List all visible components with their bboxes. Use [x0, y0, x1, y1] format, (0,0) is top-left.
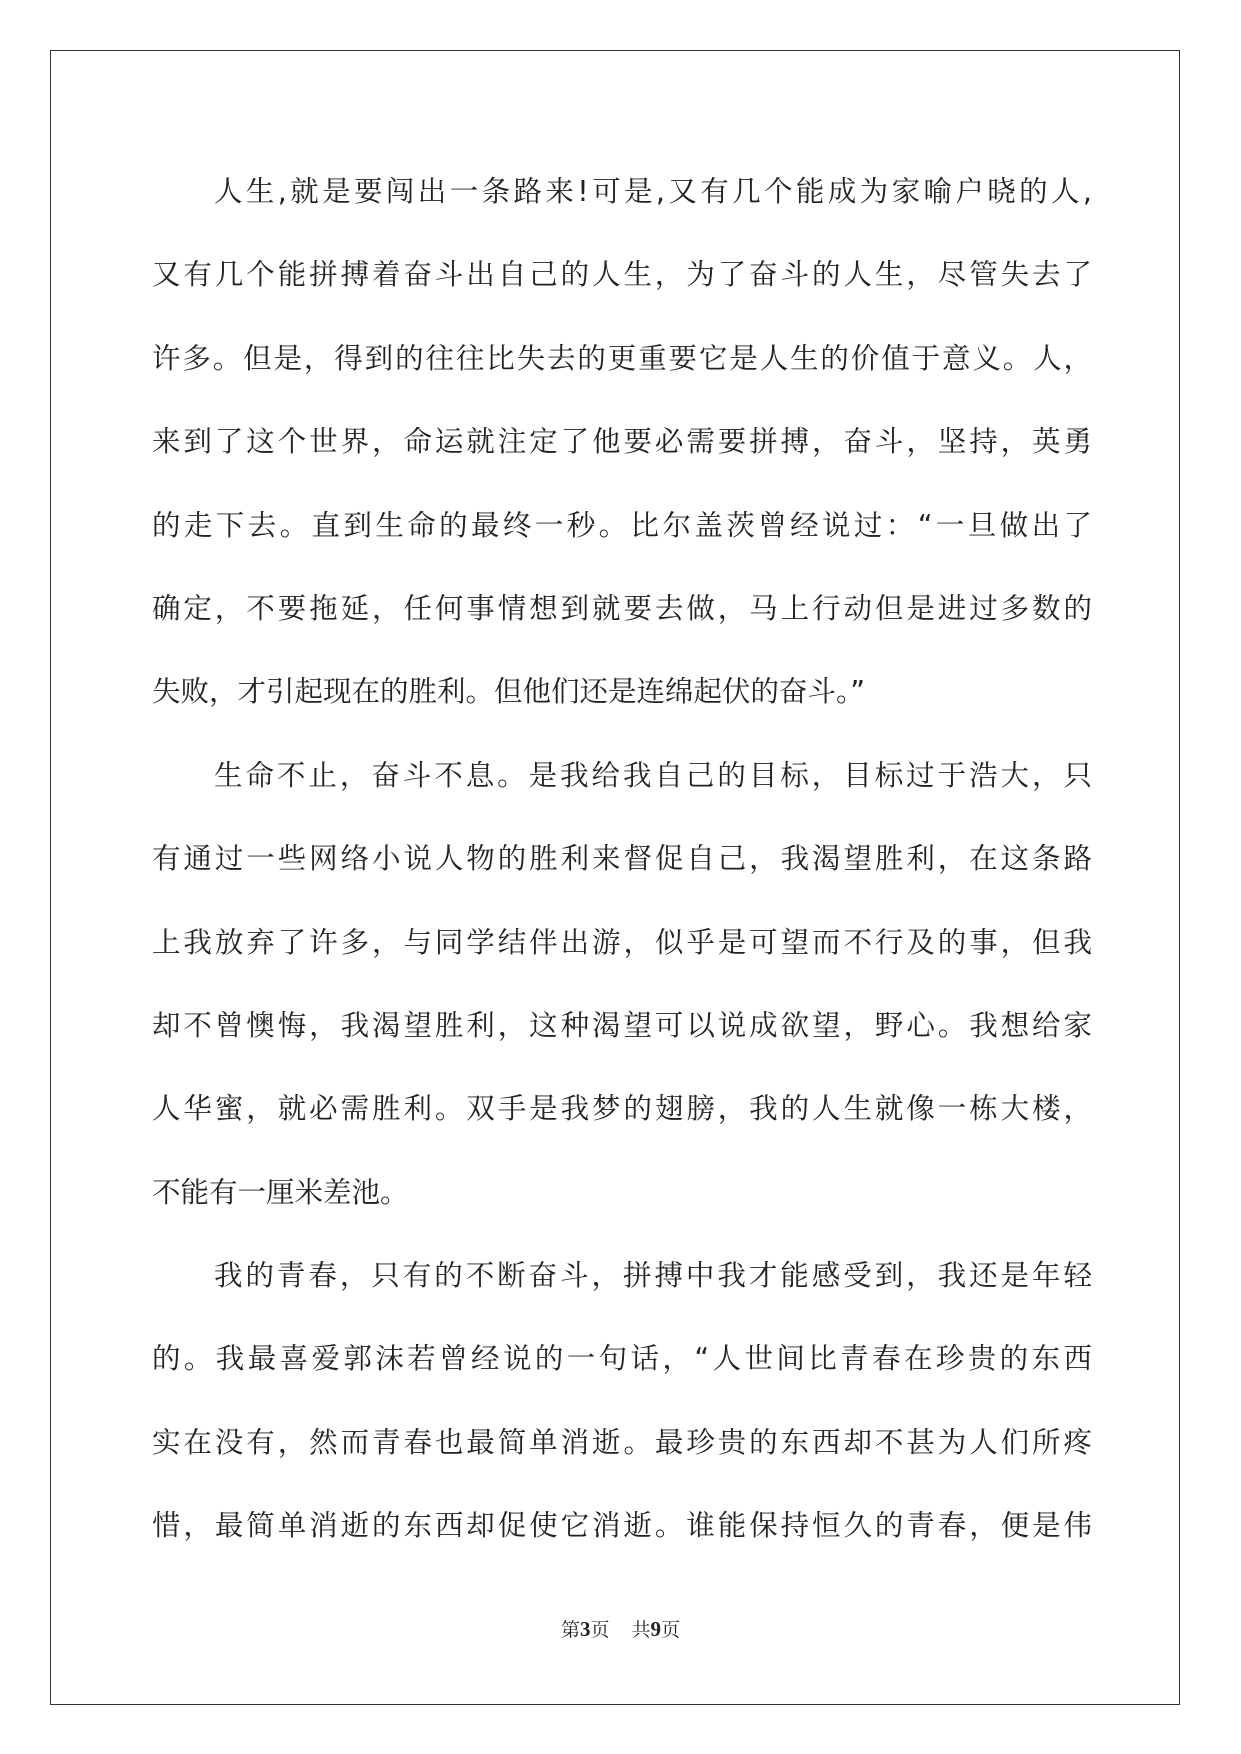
page-prefix: 第 — [560, 1619, 580, 1641]
paragraph-1-line-4: 来到了这个世界，命运就注定了他要必需要拼搏，奋斗，坚持，英勇 — [152, 425, 1092, 459]
page-suffix: 页 — [590, 1619, 610, 1641]
paragraph-3-line-2: 的。我最喜爱郭沫若曾经说的一句话，“人世间比青春在珍贵的东西 — [152, 1342, 1092, 1376]
paragraph-1-line-7: 失败，才引起现在的胜利。但他们还是连绵起伏的奋斗。” — [152, 675, 866, 709]
paragraph-1-line-2: 又有几个能拼搏着奋斗出自己的人生，为了奋斗的人生，尽管失去了 — [152, 258, 1092, 292]
paragraph-2-line-5: 人华蜜，就必需胜利。双手是我梦的翅膀，我的人生就像一栋大楼， — [152, 1092, 1092, 1126]
paragraph-2-line-4: 却不曾懊悔，我渴望胜利，这种渴望可以说成欲望，野心。我想给家 — [152, 1008, 1092, 1042]
page-total-number: 9 — [650, 1617, 662, 1641]
paragraph-1-line-1: 人生,就是要闯出一条路来!可是,又有几个能成为家喻户晓的人, — [214, 175, 1092, 208]
paragraph-2-line-3: 上我放弃了许多，与同学结伴出游，似乎是可望而不行及的事，但我 — [152, 925, 1092, 959]
total-suffix: 页 — [661, 1619, 681, 1641]
paragraph-2-line-2: 有通过一些网络小说人物的胜利来督促自己，我渴望胜利，在这条路 — [152, 842, 1092, 876]
paragraph-1-line-5: 的走下去。直到生命的最终一秒。比尔盖茨曾经说过：“一旦做出了 — [152, 508, 1092, 542]
total-prefix: 共 — [631, 1619, 651, 1641]
paragraph-2-line-1: 生命不止，奋斗不息。是我给我自己的目标，目标过于浩大，只 — [214, 758, 1092, 792]
document-body — [152, 162, 1092, 1580]
paragraph-2-line-6: 不能有一厘米差池。 — [152, 1175, 409, 1209]
page-footer — [0, 1615, 1241, 1642]
paragraph-3-line-1: 我的青春，只有的不断奋斗，拼搏中我才能感受到，我还是年轻 — [214, 1259, 1092, 1293]
paragraph-1-line-6: 确定，不要拖延，任何事情想到就要去做，马上行动但是进过多数的 — [152, 591, 1092, 625]
paragraph-3-line-3: 实在没有，然而青春也最简单消逝。最珍贵的东西却不甚为人们所疼 — [152, 1425, 1092, 1459]
paragraph-1-line-3: 许多。但是，得到的往往比失去的更重要它是人生的价值于意义。人， — [152, 341, 1092, 375]
paragraph-3-line-4: 惜，最简单消逝的东西却促使它消逝。谁能保持恒久的青春，便是伟 — [152, 1509, 1092, 1543]
page-current-number: 3 — [579, 1617, 591, 1641]
